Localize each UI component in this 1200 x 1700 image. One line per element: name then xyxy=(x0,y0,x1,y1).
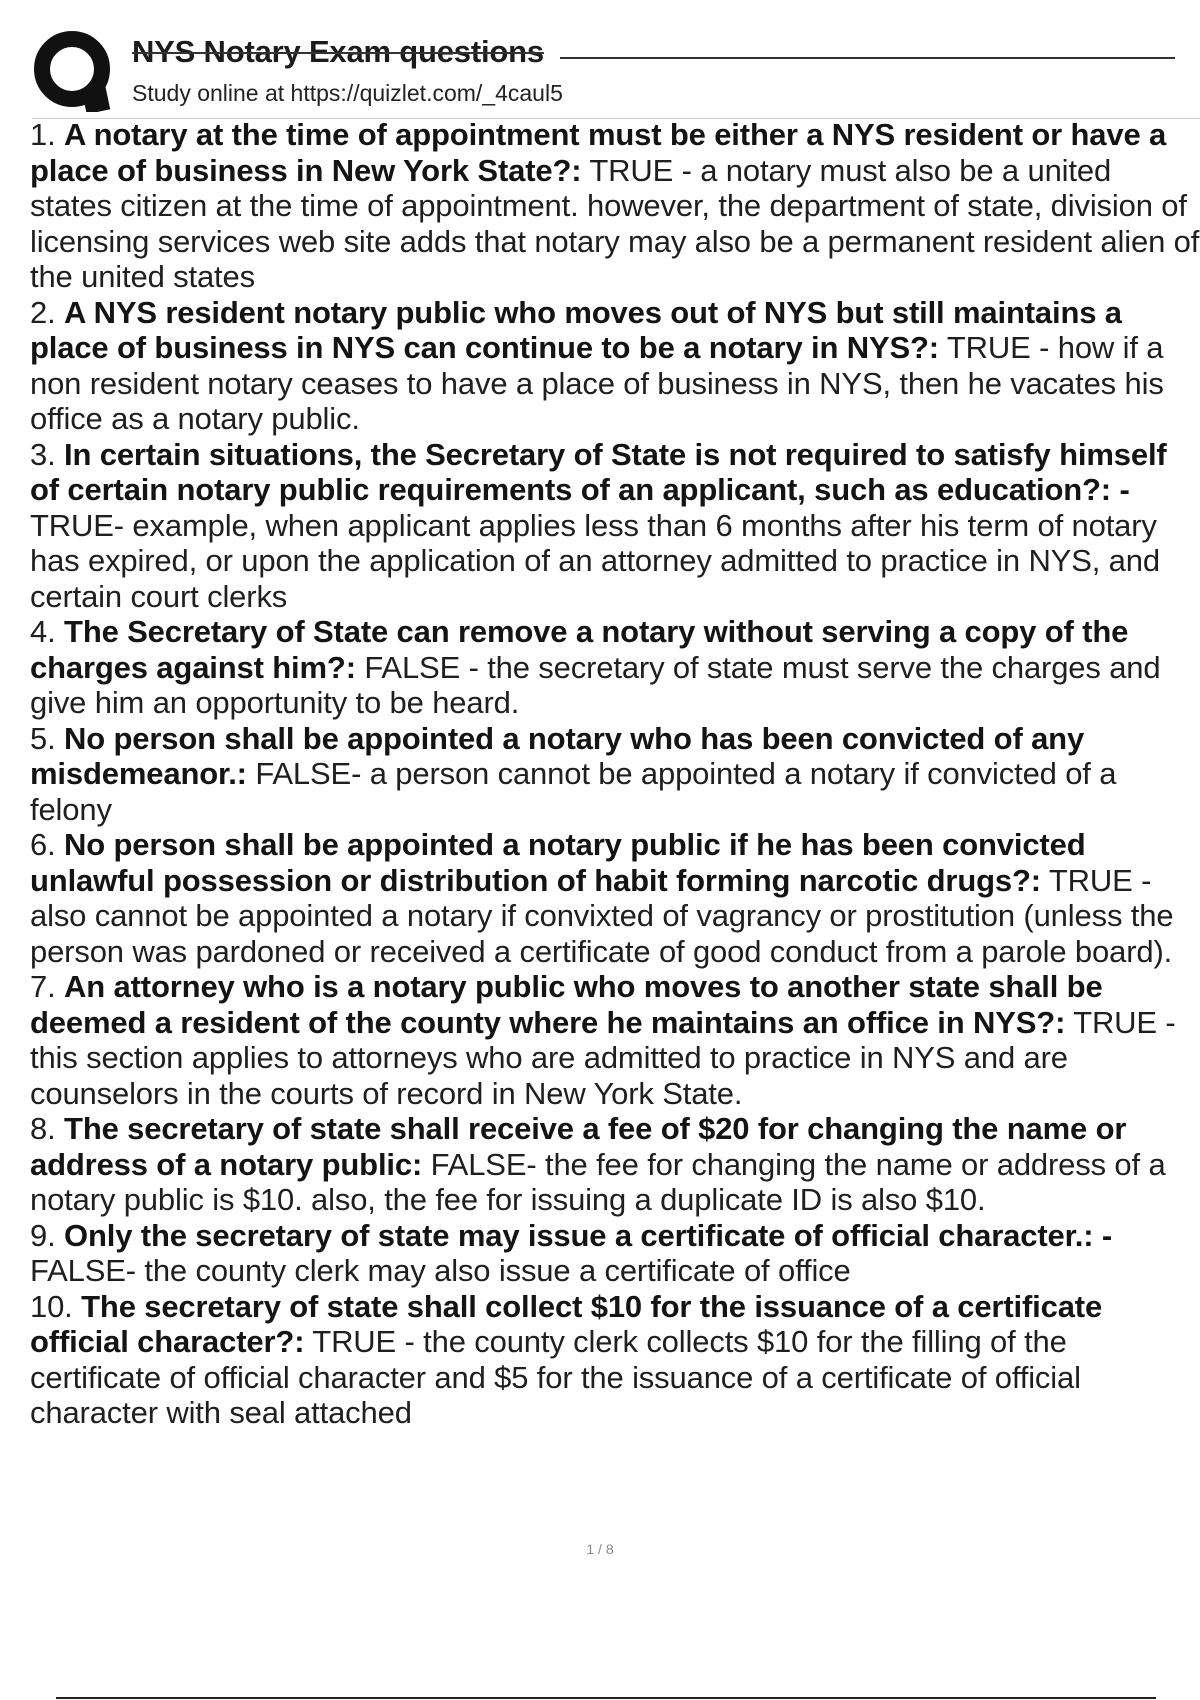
qa-item-7 xyxy=(30,969,1200,1111)
item-number: 10. xyxy=(30,1288,73,1324)
page-number: 1 / 8 xyxy=(586,1541,614,1557)
question-text: No person shall be appointed a notary public if he has been convicted unlawful possession or distribution of habit forming narcotic drugs?: xyxy=(30,827,1086,898)
footer-divider xyxy=(56,1697,1156,1699)
answer-text: TRUE - a notary must also be a united states citizen at the time of appointment. however, the department of state, division of licensing services web site adds that notary may also be a permanent resident alien of the united states xyxy=(30,152,1200,294)
qa-item-5 xyxy=(30,721,1200,828)
answer-text: TRUE - this section applies to attorneys who are admitted to practice in NYS and are counselors in the courts of record in New York State. xyxy=(30,1004,1176,1111)
question-text: An attorney who is a notary public who moves to another state shall be deemed a resident of the county where he maintains an office in NYS?: xyxy=(30,969,1103,1040)
qa-item-10 xyxy=(30,1289,1200,1431)
answer-text: TRUE - the county clerk collects $10 for the filling of the certificate of official character and $5 for the issuance of a certificate of official character with seal attached xyxy=(30,1324,1081,1430)
qa-list xyxy=(30,117,1200,1431)
answer-text: TRUE- example, when applicant applies less than 6 months after his term of notary has expired, or upon the application of an attorney admitted to practice in NYS, and certain court clerks xyxy=(30,507,1160,614)
answer-text: FALSE- a person cannot be appointed a notary if convicted of a felony xyxy=(30,756,1117,827)
qa-item-2 xyxy=(30,295,1200,437)
qa-item-1 xyxy=(30,117,1200,295)
item-number: 1. xyxy=(30,117,56,152)
item-number: 8. xyxy=(30,1111,56,1146)
answer-text: FALSE- the county clerk may also issue a certificate of office xyxy=(30,1253,851,1288)
qa-item-6 xyxy=(30,827,1200,969)
answer-text: TRUE - how if a non resident notary ceases to have a place of business in NYS, then he vacates his office as a notary public. xyxy=(30,330,1164,436)
question-text: The Secretary of State can remove a notary without serving a copy of the charges against him?: xyxy=(30,614,1129,685)
item-number: 3. xyxy=(30,436,56,472)
quizlet-q-logo-icon[interactable] xyxy=(32,30,116,112)
qa-item-3 xyxy=(30,437,1200,615)
question-text: No person shall be appointed a notary who has been convicted of any misdemeanor.: xyxy=(30,720,1085,791)
document-title: NYS Notary Exam questions xyxy=(132,34,544,69)
question-text: In certain situations, the Secretary of State is not required to satisfy himself of certain notary public requirements of an applicant, such as education?: - xyxy=(30,436,1167,507)
qa-item-8 xyxy=(30,1111,1200,1218)
title-divider xyxy=(560,57,1175,59)
answer-text: FALSE- the fee for changing the name or address of a notary public is $10. also, the fee for issuing a duplicate ID is also $10. xyxy=(30,1146,1166,1217)
question-text: Only the secretary of state may issue a certificate of official character.: - xyxy=(64,1217,1113,1253)
item-number: 7. xyxy=(30,969,56,1004)
page-header xyxy=(32,30,1182,120)
item-number: 9. xyxy=(30,1217,56,1253)
item-number: 2. xyxy=(30,294,56,330)
qa-item-9 xyxy=(30,1218,1200,1289)
study-link[interactable]: Study online at https://quizlet.com/_4caul5 xyxy=(132,80,563,106)
question-text: A NYS resident notary public who moves out of NYS but still maintains a place of business in NYS can continue to be a notary in NYS?: xyxy=(30,294,1122,365)
item-number: 4. xyxy=(30,614,56,649)
item-number: 5. xyxy=(30,720,56,756)
question-text: The secretary of state shall receive a fee of $20 for changing the name or address of a notary public: xyxy=(30,1111,1127,1182)
question-text: A notary at the time of appointment must be either a NYS resident or have a place of business in New York State?: xyxy=(30,117,1167,188)
answer-text: TRUE - also cannot be appointed a notary if convixted of vagrancy or prostitution (unless the person was pardoned or received a certificate of good conduct from a parole board). xyxy=(30,862,1174,969)
answer-text: FALSE - the secretary of state must serve the charges and give him an opportunity to be heard. xyxy=(30,649,1161,720)
qa-item-4 xyxy=(30,614,1200,721)
item-number: 6. xyxy=(30,827,56,862)
question-text: The secretary of state shall collect $10 for the issuance of a certificate official character?: xyxy=(30,1288,1103,1359)
